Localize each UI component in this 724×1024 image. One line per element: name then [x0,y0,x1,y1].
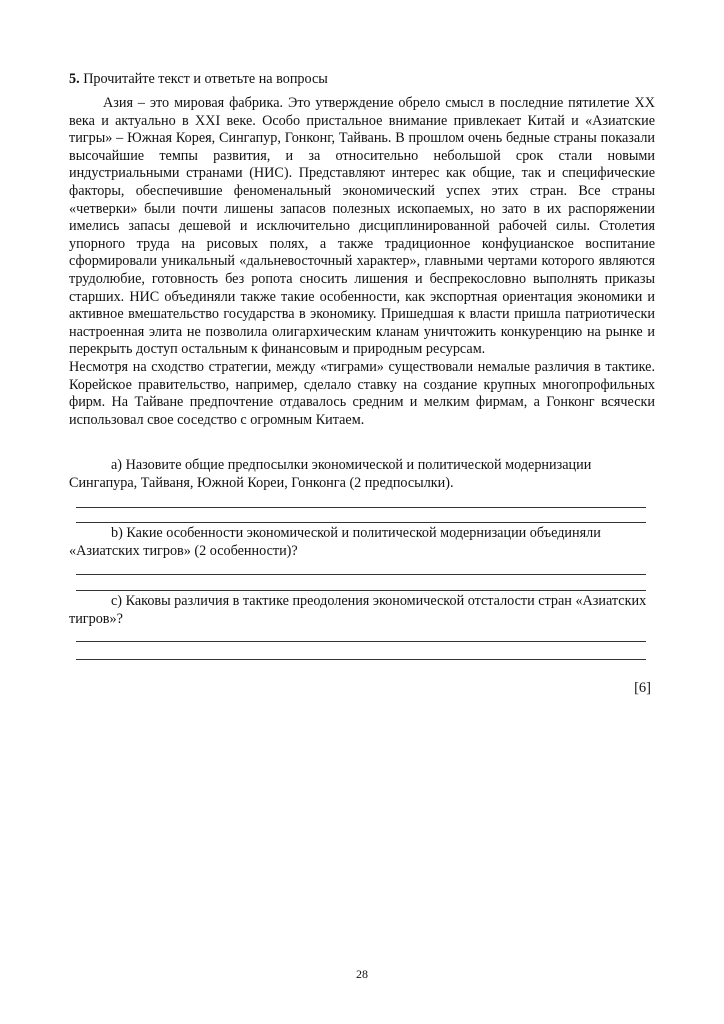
reading-paragraph-1: Азия – это мировая фабрика. Это утверждение обрело смысл в последние пятилетие XX века и актуально в XXI веке. Особо пристальное внимание привлекает Китай и «Азиатские тигры» – Южная Корея, Сингапур, Гонконг, Тайвань. В прошлом очень бедные страны показали высочайшие темпы развития, и за относительно небольшой срок стали новыми индустриальными странами (НИС). Представляют интерес как общие, так и специфические факторы, обеспечившие феноменальный экономический успех этих стран. Все страны «четверки» были почти лишены запасов полезных ископаемых, но зато в их распоряжении имелись запасы дешевой и исключительно дисциплинированной рабочей силы. Столетия упорного труда на рисовых полях, а также традиционное конфуцианское воспитание сформировали уникальный «дальневосточный характер», главными чертами которого являются трудолюбие, готовность без ропота сносить лишения и беспрекословно выполнять приказы старших. НИС объединяли также такие особенности, как экспортная ориентация экономики и активное вмешательство государства в экономику. Пришедшая к власти пришла патриотически настроенная элита не позволила олигархическим кланам уничтожить конкуренцию на рынке и перекрыть доступ остальным к финансовым и природным ресурсам. [69,95,655,358]
page-number: 28 [356,967,368,981]
task-instruction: Прочитайте текст и ответьте на вопросы [83,71,328,87]
answer-line-c-1[interactable] [76,641,646,642]
question-a-text: a) Назовите общие предпосылки экономической и политической модернизации Сингапура, Тайваня, Южной Кореи, Гонконга (2 предпосылки). [69,457,592,491]
task-heading [69,70,328,88]
answer-line-c-2[interactable] [76,659,646,660]
reading-passage [69,95,655,429]
question-c [69,592,655,628]
task-number: 5. [69,71,80,87]
question-b-text: b) Какие особенности экономической и политической модернизации объединяли «Азиатских тигров» (2 особенности)? [69,525,601,559]
question-a [69,456,655,492]
reading-paragraph-2: Несмотря на сходство стратегии, между «тиграми» существовали немалые различия в тактике. Корейское правительство, например, сделало ставку на создание крупных многопрофильных фирм. На Тайване предпочтение отдавалось средним и мелким фирмам, а Гонконг всячески использовал свое соседство с огромным Китаем. [69,358,655,428]
question-c-text: c) Каковы различия в тактике преодоления экономической отсталости стран «Азиатских тигров»? [69,593,647,627]
answer-line-b-1[interactable] [76,574,646,575]
question-b [69,524,655,560]
answer-line-a-2[interactable] [76,522,646,523]
marks-total: [6] [634,680,651,696]
answer-line-a-1[interactable] [76,507,646,508]
answer-line-b-2[interactable] [76,590,646,591]
